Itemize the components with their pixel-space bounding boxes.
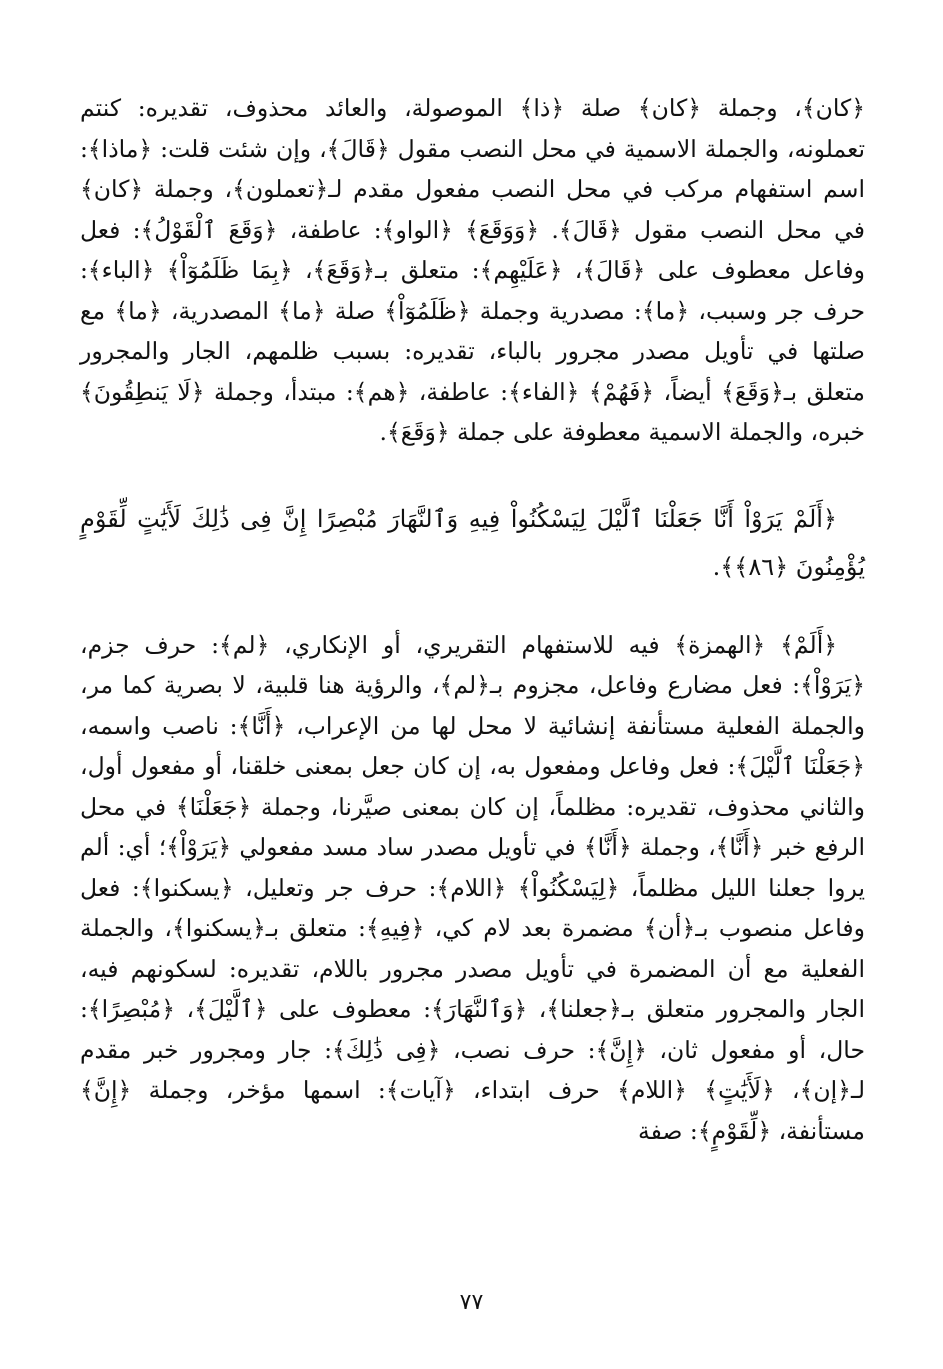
page-body xyxy=(80,88,865,1151)
page-number: ٧٧ xyxy=(459,1290,484,1315)
quran-verse: ﴿أَلَمْ يَرَوْاْ أَنَّا جَعَلْنَا ٱلَّيْلَ لِيَسْكُنُواْ فِيهِ وَٱلنَّهَارَ مُبْصِرًا إِنَّ فِى ذَٰلِكَ لَأَيَٰتٍ لِّقَوْمٍ يُؤْمِنُونَ ﴿٨٦﴾﴾. xyxy=(80,504,865,581)
commentary-paragraph-1: ﴿كان﴾، وجملة ﴿كان﴾ صلة ﴿ذا﴾ الموصولة، والعائد محذوف، تقديره: كنتم تعملونه، والجملة الاسمية في محل النصب مقول ﴿قَالَ﴾، وإن شئت قلت: ﴿ماذا﴾: اسم استفهام مركب في محل النصب مفعول مقدم لـ﴿تعملون﴾، وجملة ﴿كان﴾ في محل النصب مقول ﴿قَالَ﴾. ﴿وَوَقَعَ﴾ ﴿الواو﴾: عاطفة، ﴿وَقَعَ ٱلْقَوْلُ﴾: فعل وفاعل معطوف على ﴿قَالَ﴾، ﴿عَلَيْهِم﴾: متعلق بـ﴿وَقَعَ﴾، ﴿بِمَا ظَلَمُوٓاْ﴾ ﴿الباء﴾: حرف جر وسبب، ﴿ما﴾: مصدرية وجملة ﴿ظَلَمُوٓاْ﴾ صلة ﴿ما﴾ المصدرية، ﴿ما﴾ مع صلتها في تأويل مصدر مجرور بالباء، تقديره: بسبب ظلمهم، الجار والمجرور متعلق بـ﴿وَقَعَ﴾ أيضاً، ﴿فَهُمْ﴾ ﴿الفاء﴾: عاطفة، ﴿هم﴾: مبتدأ، وجملة ﴿لَا يَنطِقُونَ﴾ خبره، والجملة الاسمية معطوفة على جملة ﴿وَقَعَ﴾. xyxy=(80,94,865,446)
commentary-paragraph-2: ﴿أَلَمْ﴾ ﴿الهمزة﴾ فيه للاستفهام التقريري، أو الإنكاري، ﴿لم﴾: حرف جزم، ﴿يَرَوْاْ﴾: فعل مضارع وفاعل، مجزوم بـ﴿لم﴾، والرؤية هنا قلبية، لا بصرية كما مر، والجملة الفعلية مستأنفة إنشائية لا محل لها من الإعراب، ﴿أَنَّا﴾: ناصب واسمه، ﴿جَعَلْنَا ٱلَّيْلَ﴾: فعل وفاعل ومفعول به، إن كان جعل بمعنى خلقنا، أو مفعول أول، والثاني محذوف، تقديره: مظلماً، إن كان بمعنى صيَّرنا، وجملة ﴿جَعَلْنَا﴾ في محل الرفع خبر ﴿أَنَّا﴾، وجملة ﴿أَنَّا﴾ في تأويل مصدر ساد مسد مفعولي ﴿يَرَوْاْ﴾؛ أي: ألم يروا جعلنا الليل مظلماً، ﴿لِيَسْكُنُواْ﴾ ﴿اللام﴾: حرف جر وتعليل، ﴿يسكنوا﴾: فعل وفاعل منصوب بـ﴿أن﴾ مضمرة بعد لام كي، ﴿فِيهِ﴾: متعلق بـ﴿يسكنوا﴾، والجملة الفعلية مع أن المضمرة في تأويل مصدر مجرور باللام، تقديره: لسكونهم فيه، الجار والمجرور متعلق بـ﴿جعلنا﴾، ﴿وَٱلنَّهَارَ﴾: معطوف على ﴿ٱلَّيْلَ﴾، ﴿مُبْصِرًا﴾: حال، أو مفعول ثان، ﴿إِنَّ﴾: حرف نصب، ﴿فِى ذَٰلِكَ﴾: جار ومجرور خبر مقدم لـ﴿إن﴾، ﴿لَأَيَٰتٍ﴾ ﴿اللام﴾ حرف ابتداء، ﴿آيات﴾: اسمها مؤخر، وجملة ﴿إِنَّ﴾ مستأنفة، ﴿لِّقَوْمٍ﴾: صفة xyxy=(80,630,865,1145)
